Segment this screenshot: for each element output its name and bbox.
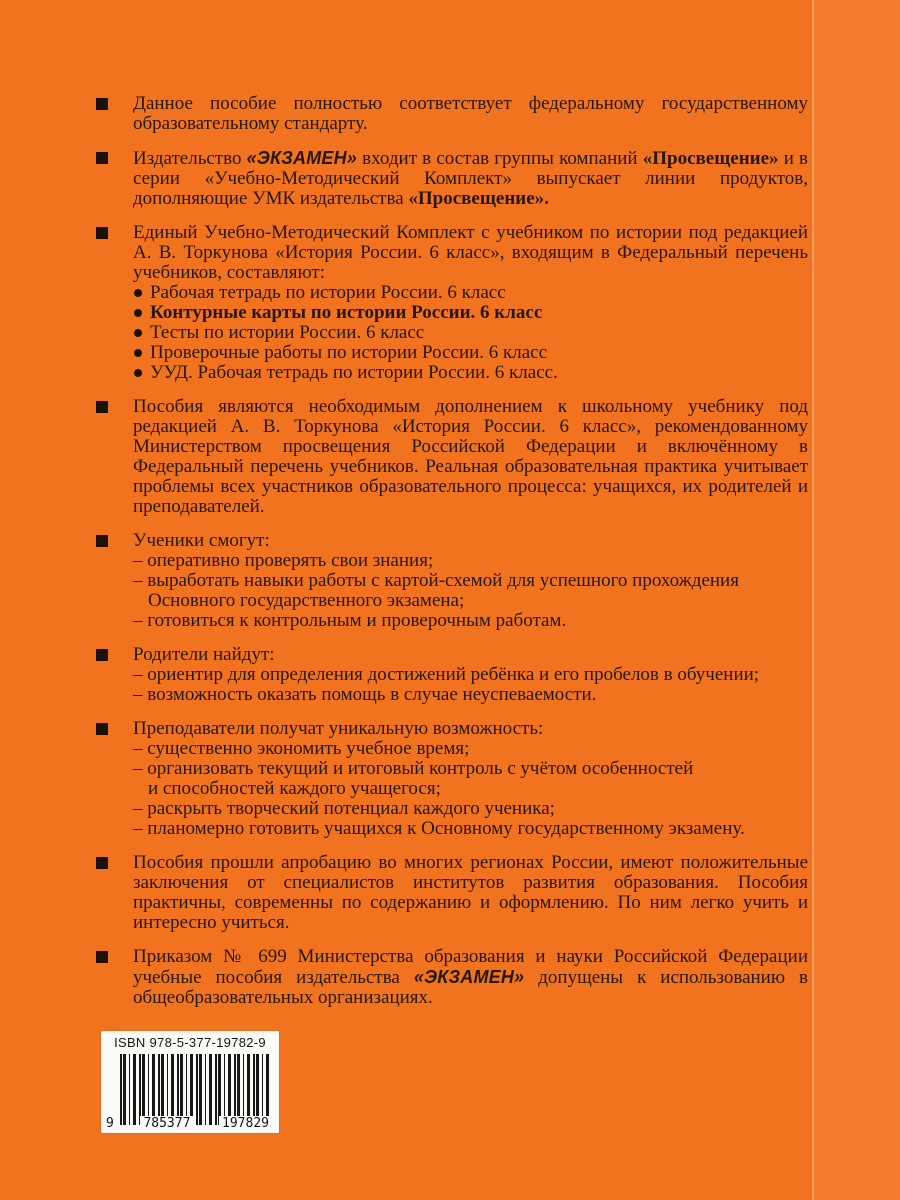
umk-list-item (133, 283, 808, 303)
umk-item-text: УУД. Рабочая тетрадь по истории России. 6 класс. (150, 362, 558, 383)
text-run: Издательство (133, 148, 247, 169)
back-cover-text-column (95, 94, 808, 1022)
square-bullet-icon (96, 649, 108, 661)
statement-students (95, 531, 808, 631)
square-bullet-icon (96, 857, 108, 869)
dash-item-continuation: Основного государственного экзамена; (148, 590, 465, 611)
teachers-header: Преподаватели получат уникальную возможность: (133, 718, 544, 739)
square-bullet-icon (96, 152, 108, 164)
dash-item: – оперативно проверять свои знания; (133, 550, 434, 571)
square-bullet-icon (96, 98, 108, 110)
statement-fgos (95, 94, 808, 134)
paragraph-approbation: Пособия прошли апробацию во многих регионах России, имеют положительные заключения от специалистов институтов развития образования. Пособия практичны, современны по содержанию и оформлению. По ним легко учить и интересно учиться. (133, 852, 808, 933)
square-bullet-icon (96, 723, 108, 735)
umk-list-item (133, 363, 808, 383)
text-run: и в серии «Учебно-Методический Комплект» выпускает линии продуктов, дополняющие УМК издательства (133, 148, 809, 209)
statement-supplement (95, 397, 808, 517)
statement-umk-set (95, 223, 808, 383)
dash-item: – раскрыть творческий потенциал каждого ученика; (133, 798, 555, 819)
umk-list-item (133, 323, 808, 343)
ekzamen-brand-name: «ЭКЗАМЕН» (413, 967, 525, 987)
dash-item: – ориентир для определения достижений ребёнка и его пробелов в обучении; (133, 664, 760, 685)
statement-ministry-order (95, 947, 808, 1008)
prosveshchenie-brand-name: «Просвещение». (408, 188, 549, 209)
text-run: входит в состав группы компаний (357, 148, 643, 169)
paragraph-fgos: Данное пособие полностью соответствует федеральному государственному образовательному стандарту. (133, 93, 808, 134)
dot-bullet-icon (134, 329, 142, 337)
umk-list-item (133, 303, 808, 323)
text-run: допущены к использованию в общеобразовательных организациях. (133, 967, 808, 1008)
square-bullet-icon (96, 951, 108, 963)
umk-item-text: Проверочные работы по истории России. 6 класс (150, 342, 548, 363)
umk-item-text-highlighted: Контурные карты по истории России. 6 класс (150, 302, 543, 323)
umk-item-text: Тесты по истории России. 6 класс (150, 322, 425, 343)
text-run: Приказом № 699 Министерства образования и науки Российской Федерации учебные пособия издательства (133, 946, 808, 988)
square-bullet-icon (96, 535, 108, 547)
statement-parents (95, 645, 808, 705)
dot-bullet-icon (134, 289, 142, 297)
statement-teachers (95, 719, 808, 839)
isbn-barcode-plate (101, 1031, 279, 1133)
barcode-digits (105, 1115, 272, 1131)
square-bullet-icon (96, 227, 108, 239)
dash-item: – существенно экономить учебное время; (133, 738, 470, 759)
barcode-digit-group: 197829 (219, 1116, 272, 1131)
prosveshchenie-brand-name: «Просвещение» (642, 148, 779, 169)
dash-item: – планомерно готовить учащихся к Основному государственному экзамену. (133, 818, 745, 839)
barcode-digit-group: 9 (106, 1116, 114, 1131)
dash-item: – организовать текущий и итоговый контроль с учётом особенностей (133, 758, 694, 779)
dot-bullet-icon (134, 369, 142, 377)
dash-item: – выработать навыки работы с картой-схемой для успешного прохождения (133, 570, 739, 591)
ekzamen-brand-name: «ЭКЗАМЕН» (246, 148, 358, 168)
paragraph-ministry-order (133, 947, 808, 1008)
dot-bullet-icon (134, 309, 142, 317)
cover-crease-highlight (812, 0, 900, 1200)
umk-list-item (133, 343, 808, 363)
isbn-number-label: ISBN 978-5-377-19782-9 (114, 1035, 266, 1050)
statement-approbation (95, 853, 808, 933)
umk-set-intro: Единый Учебно-Методический Комплект с учебником по истории под редакцией А. В. Торкунова «История России. 6 класс», входящим в Федеральный перечень учебников, составляют: (133, 222, 808, 283)
parents-header: Родители найдут: (133, 644, 275, 665)
umk-item-text: Рабочая тетрадь по истории России. 6 класс (150, 282, 506, 303)
students-header: Ученики смогут: (133, 530, 270, 551)
barcode-digit-group: 785377 (140, 1116, 193, 1131)
dash-item-continuation: и способностей каждого учащегося; (148, 778, 441, 799)
paragraph-publisher-group (133, 148, 808, 209)
square-bullet-icon (96, 401, 108, 413)
dash-item: – возможность оказать помощь в случае неуспеваемости. (133, 684, 597, 705)
paragraph-supplement: Пособия являются необходимым дополнением к школьному учебнику под редакцией А. В. Торкунова «История России. 6 класс», рекомендованному Министерством просвещения Российской Федерации и включённому в Федеральный перечень учебников. Реальная образовательная практика учитывает проблемы всех участников образовательного процесса: учащихся, их родителей и преподавателей. (133, 396, 808, 517)
dot-bullet-icon (134, 349, 142, 357)
dash-item: – готовиться к контрольным и проверочным работам. (133, 610, 567, 631)
statement-publisher-group (95, 148, 808, 209)
